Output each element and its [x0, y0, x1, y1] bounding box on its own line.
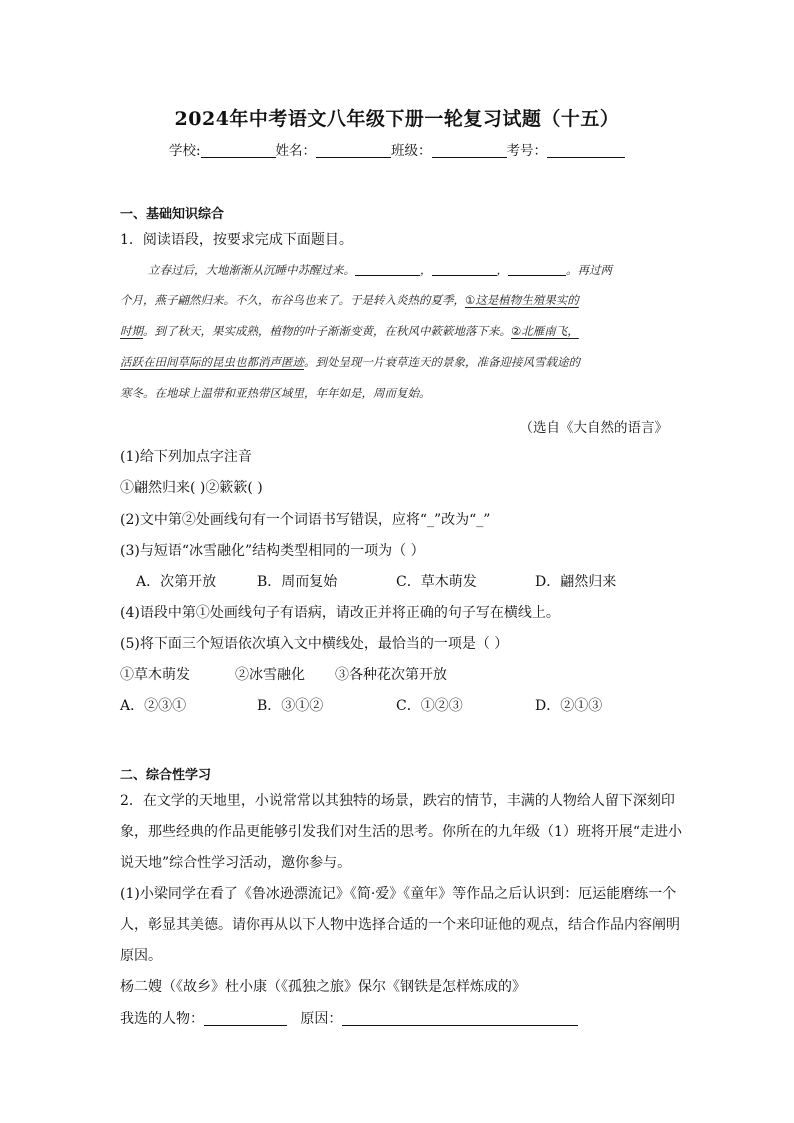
answer-line	[120, 1008, 578, 1028]
option-b[interactable]: B．③①②	[257, 698, 324, 714]
option-c[interactable]: C．草木萌发	[396, 574, 477, 590]
passage-text: 。到了秋天，果实成熟，植物的叶子渐渐变黄，在秋风中簌簌地落下来。	[143, 324, 511, 338]
page-title: 2024年中考语文八年级下册一轮复习试题（十五）	[174, 108, 620, 130]
question2-line-2: 象，那些经典的作品更能够引发我们对生活的思考。你所在的九年级（1）班将开展“走进小	[120, 824, 683, 840]
passage-line-4	[120, 354, 580, 370]
sub-question-1: (1)给下列加点字注音	[120, 449, 252, 465]
chosen-character-label: 我选的人物：	[120, 1011, 204, 1027]
passage-text: 个月，燕子翩然归来。不久，布谷鸟也来了。于是转入炎热的夏季，	[120, 293, 465, 307]
passage-blank-3[interactable]	[508, 263, 566, 276]
option-b[interactable]: B．周而复始	[257, 574, 338, 590]
reason-label: 原因：	[300, 1011, 343, 1027]
option-c[interactable]: C．①②③	[396, 698, 463, 714]
name-label: 姓名：	[275, 143, 317, 159]
phrase-2: ②冰雪融化	[235, 667, 305, 683]
q2-sub1-line-1: (1)小梁同学在看了《鲁冰逊漂流记》《简·爱》《童年》等作品之后认识到：厄运能磨练一个	[120, 886, 677, 902]
passage-line-3	[120, 323, 579, 339]
school-label: 学校:	[168, 143, 201, 159]
underlined-sentence-1: ①这是植物生殖果实的	[465, 293, 579, 307]
sub-question-1-items: ①翩然归来( )②簌簌( )	[120, 480, 263, 496]
sub-question-4: (4)语段中第①处画线句子有语病，请改正并将正确的句子写在横线上。	[120, 605, 560, 621]
class-label: 班级：	[391, 143, 432, 159]
passage-blank-2[interactable]	[432, 263, 497, 276]
sub-question-2: (2)文中第②处画线句有一个词语书写错误，应将“_”改为“_”	[120, 512, 491, 528]
passage-punct: ，	[496, 263, 508, 277]
sub-question-3: (3)与短语“冰雪融化”结构类型相同的一项为（ ）	[120, 543, 425, 559]
name-blank[interactable]	[316, 143, 391, 158]
phrase-3: ③各种花次第开放	[335, 667, 447, 683]
passage-line-1	[148, 262, 612, 278]
underlined-sentence-1-end: 时期	[120, 324, 143, 338]
option-d[interactable]: D．②①③	[535, 698, 603, 714]
passage-line-5: 寒冬。在地球上温带和亚热带区域里，年年如是，周而复始。	[120, 386, 431, 400]
passage-source: （选自《大自然的语言》	[519, 420, 668, 436]
question1-stem: 1．阅读语段，按要求完成下面题目。	[120, 232, 353, 248]
q2-sub1-line-3: 原因。	[120, 948, 162, 964]
passage-text: 。再过两	[566, 263, 612, 277]
passage-line-2	[120, 292, 579, 308]
option-a[interactable]: A．②③①	[120, 698, 187, 714]
exam-no-blank[interactable]	[547, 143, 625, 158]
option-a[interactable]: A．次第开放	[136, 574, 217, 590]
section2-heading: 二、综合性学习	[120, 768, 212, 783]
underlined-sentence-2: ②北雁南飞，	[511, 324, 579, 338]
passage-text: 立春过后，大地渐渐从沉睡中苏醒过来。	[148, 263, 355, 277]
passage-text: 。到处呈现一片衰草连天的景象，准备迎接风雪载途的	[304, 355, 580, 369]
sub-question-5: (5)将下面三个短语依次填入文中横线处，最恰当的一项是（ ）	[120, 636, 509, 652]
q2-sub1-line-2: 人，彰显其美德。请你再从以下人物中选择合适的一个来印证他的观点，结合作品内容阐明	[120, 917, 680, 933]
chosen-character-blank[interactable]	[204, 1011, 287, 1026]
class-blank[interactable]	[432, 143, 507, 158]
question2-line-1: 2．在文学的天地里，小说常常以其独特的场景，跌宕的情节，丰满的人物给人留下深刻印	[120, 793, 675, 809]
reason-blank[interactable]	[342, 1011, 578, 1026]
passage-punct: ，	[420, 263, 432, 277]
character-list: 杨二嫂（《故乡》杜小康（《孤独之旅》保尔《钢铁是怎样炼成的》	[120, 979, 526, 995]
exam-no-label: 考号：	[506, 143, 548, 159]
school-blank[interactable]	[201, 143, 276, 158]
question2-line-3: 说天地”综合性学习活动，邀你参与。	[120, 855, 352, 871]
underlined-sentence-2-end: 活跃在田间草际的昆虫也都消声匿迹	[120, 355, 304, 369]
option-d[interactable]: D．翩然归来	[535, 574, 617, 590]
phrase-1: ①草木萌发	[120, 667, 190, 683]
passage-blank-1[interactable]	[355, 263, 420, 276]
student-info-line	[0, 139, 794, 159]
section1-heading: 一、基础知识综合	[120, 207, 225, 222]
